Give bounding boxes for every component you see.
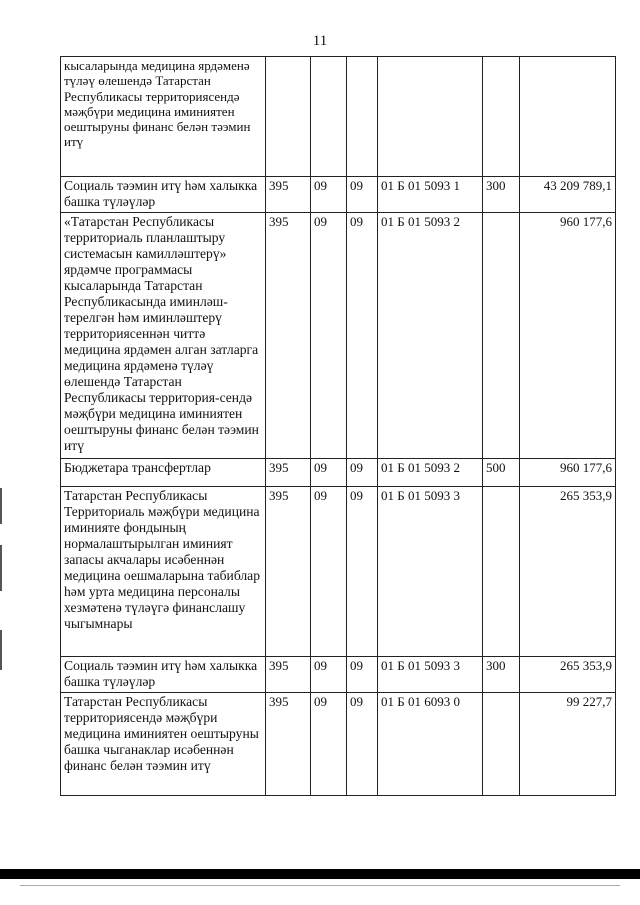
ministry-code [266,57,311,177]
table-row [61,213,616,459]
target-article-code: 01 Б 01 6093 0 [378,693,483,796]
expense-type-code [483,213,520,459]
table-row [61,57,616,177]
expense-type-code [483,693,520,796]
section-code: 09 [311,459,347,487]
target-article-code: 01 Б 01 5093 2 [378,213,483,459]
amount [520,57,616,177]
target-article-code [378,57,483,177]
expense-type-code [483,57,520,177]
section-code: 09 [311,657,347,693]
subsection-code: 09 [347,459,378,487]
table-row [61,657,616,693]
target-article-code: 01 Б 01 5093 3 [378,657,483,693]
table-row [61,693,616,796]
section-code [311,57,347,177]
subsection-code: 09 [347,693,378,796]
page-number: 11 [312,33,328,49]
subsection-code: 09 [347,213,378,459]
row-name: Социаль тәэмин итү һәм халыкка башка түләүләр [61,657,266,693]
ministry-code: 395 [266,693,311,796]
target-article-code: 01 Б 01 5093 2 [378,459,483,487]
subsection-code [347,57,378,177]
ministry-code: 395 [266,487,311,657]
subsection-code: 09 [347,657,378,693]
scan-margin-mark [0,545,2,591]
ministry-code: 395 [266,657,311,693]
expense-type-code: 500 [483,459,520,487]
scan-margin-mark [0,488,2,524]
amount: 265 353,9 [520,657,616,693]
expense-type-code [483,487,520,657]
ministry-code: 395 [266,459,311,487]
expense-type-code: 300 [483,657,520,693]
target-article-code: 01 Б 01 5093 3 [378,487,483,657]
amount: 99 227,7 [520,693,616,796]
section-code: 09 [311,177,347,213]
amount: 265 353,9 [520,487,616,657]
ministry-code: 395 [266,177,311,213]
ministry-code: 395 [266,213,311,459]
row-name: Социаль тәэмин итү һәм халыкка башка түләүләр [61,177,266,213]
amount: 43 209 789,1 [520,177,616,213]
row-name: Татарстан Республикасы территориясендә мәҗбүри медицина иминиятен оештыруны башка чыганаклар исәбеннән финанс белән тәэмин итү [61,693,266,796]
expense-type-code: 300 [483,177,520,213]
section-code: 09 [311,213,347,459]
scan-margin-mark [0,630,2,670]
target-article-code: 01 Б 01 5093 1 [378,177,483,213]
row-name: Бюджетара трансфертлар [61,459,266,487]
row-name: Татарстан Республикасы Территориаль мәҗбүри медицина иминияте фондының нормалаштырылган иминият запасы акчалары исәбеннән медицина оешмаларына табиблар һәм урта медицина персоналы хезмәтенә түләүгә финанслашу чыгымнары [61,487,266,657]
row-name: кысаларында медицина ярдәменә түләү өлешендә Татарстан Республикасы территориясендә мәҗбүри медицина иминиятен оештыруны финанс белән тәэмин итү [61,57,266,177]
scan-bottom-line [20,885,620,886]
table-row [61,487,616,657]
scan-bottom-edge [0,869,640,879]
subsection-code: 09 [347,487,378,657]
budget-table [60,56,616,796]
section-code: 09 [311,693,347,796]
table-row [61,459,616,487]
amount: 960 177,6 [520,459,616,487]
amount: 960 177,6 [520,213,616,459]
section-code: 09 [311,487,347,657]
table-row [61,177,616,213]
subsection-code: 09 [347,177,378,213]
row-name: «Татарстан Республикасы территориаль планлаштыру системасын камилләштерү» ярдәмче программасы кысаларында Татарстан Республикасында иминләш-терелгән һәм иминләштерү территориясеннән читтә медицина ярдәмен алган затларга медицина ярдәменә түләү өлешендә Татарстан Республикасы территория-сендә мәҗбүри медицина иминиятен оештыруны финанс белән тәэмин итү [61,213,266,459]
